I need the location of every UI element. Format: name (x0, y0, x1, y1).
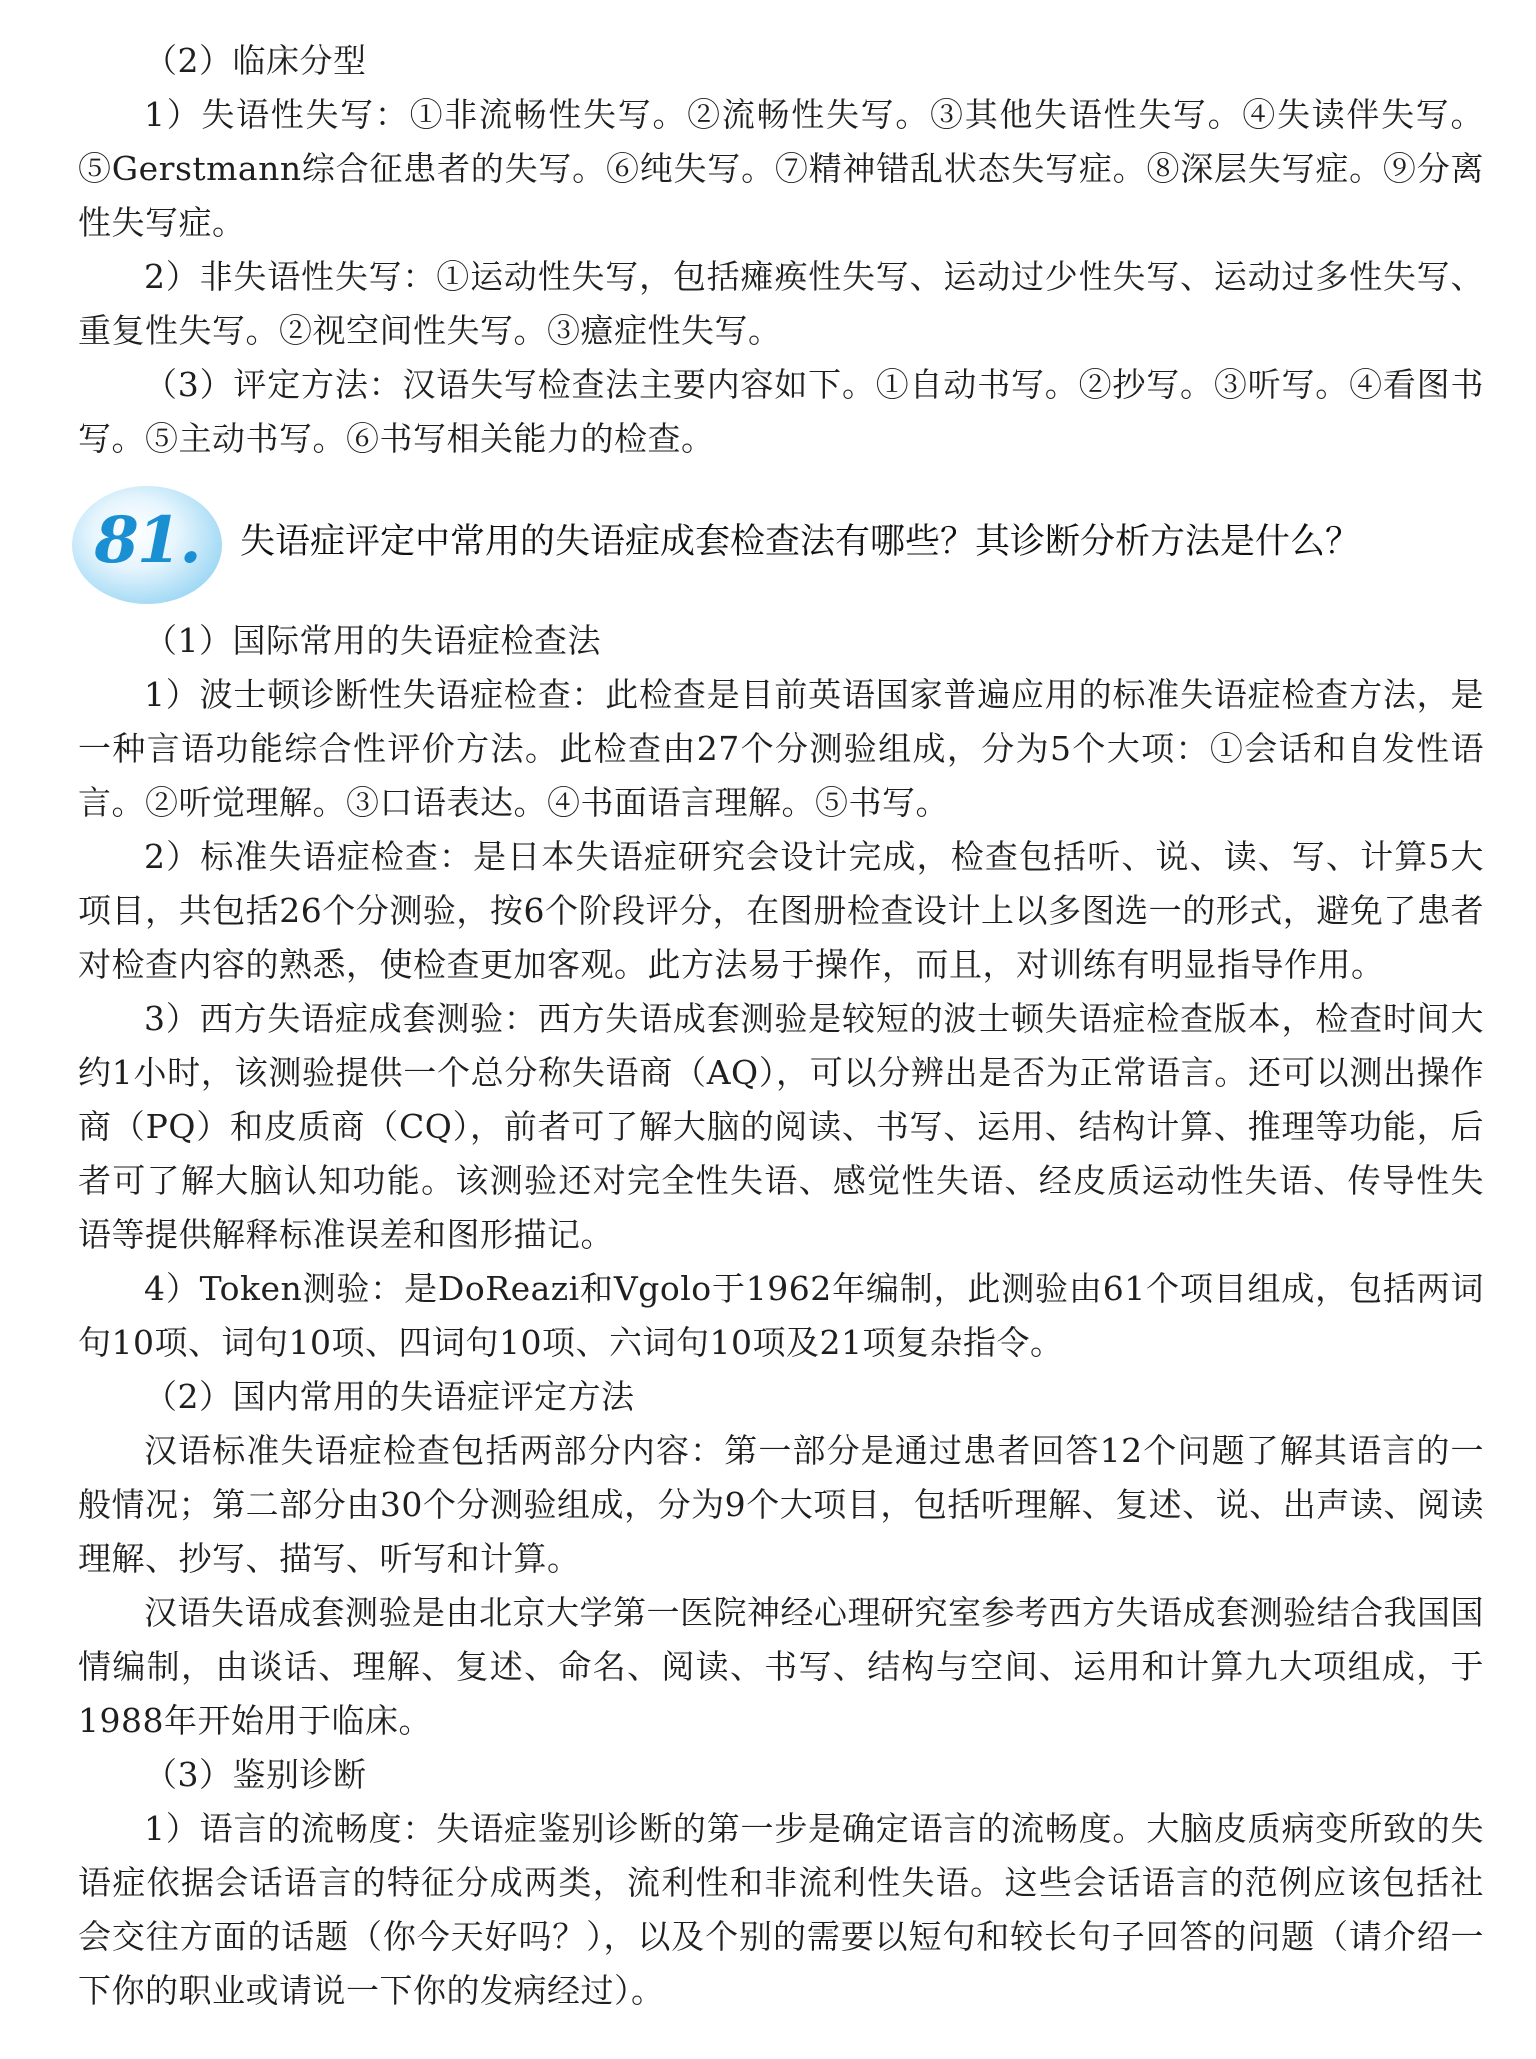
paragraph-token-test: 4）Token测验：是DoReazi和Vgolo于1962年编制，此测验由61个项目组成，包括两词句10项、词句10项、四词句10项、六词句10项及21项复杂指令。 (78, 1269, 1484, 1362)
section-heading-domestic: （2）国内常用的失语症评定方法 (144, 1377, 635, 1416)
section-heading-international: （1）国际常用的失语症检查法 (144, 621, 601, 660)
paragraph-boston: 1）波士顿诊断性失语症检查：此检查是目前英语国家普遍应用的标准失语症检查方法，是一种言语功能综合性评价方法。此检查由27个分测验组成，分为5个大项：①会话和自发性语言。②听觉理解。③口语表达。④书面语言理解。⑤书写。 (78, 675, 1484, 822)
paragraph-wab: 3）西方失语症成套测验：西方失语成套测验是较短的波士顿失语症检查版本，检查时间大约1小时，该测验提供一个总分称失语商（AQ），可以分辨出是否为正常语言。还可以测出操作商（PQ）和皮质商（CQ），前者可了解大脑的阅读、书写、运用、结构计算、推理等功能，后者可了解大脑认知功能。该测验还对完全性失语、感觉性失语、经皮质运动性失语、传导性失语等提供解释标准误差和图形描记。 (78, 999, 1484, 1254)
question-header (72, 486, 1484, 604)
question-number-badge (72, 486, 222, 604)
paragraph-chinese-standard: 汉语标准失语症检查包括两部分内容：第一部分是通过患者回答12个问题了解其语言的一般情况；第二部分由30个分测验组成，分为9个大项目，包括听理解、复述、说、出声读、阅读理解、抄写、描写、听写和计算。 (78, 1431, 1484, 1578)
section-heading-clinical-types: （2）临床分型 (144, 41, 367, 80)
paragraph-standard-test: 2）标准失语症检查：是日本失语症研究会设计完成，检查包括听、说、读、写、计算5大项目，共包括26个分测验，按6个阶段评分，在图册检查设计上以多图选一的形式，避免了患者对检查内容的熟悉，使检查更加客观。此方法易于操作，而且，对训练有明显指导作用。 (78, 837, 1484, 984)
paragraph-non-aphasic-agraphia: 2）非失语性失写：①运动性失写，包括瘫痪性失写、运动过少性失写、运动过多性失写、重复性失写。②视空间性失写。③癔症性失写。 (78, 257, 1484, 350)
question-number: 81. (94, 503, 200, 578)
paragraph-chinese-battery: 汉语失语成套测验是由北京大学第一医院神经心理研究室参考西方失语成套测验结合我国国情编制，由谈话、理解、复述、命名、阅读、书写、结构与空间、运用和计算九大项组成，于1988年开始用于临床。 (78, 1593, 1484, 1740)
section-heading-differential: （3）鉴别诊断 (144, 1755, 367, 1794)
paragraph-fluency: 1）语言的流畅度：失语症鉴别诊断的第一步是确定语言的流畅度。大脑皮质病变所致的失语症依据会话语言的特征分成两类，流利性和非流利性失语。这些会话语言的范例应该包括社会交往方面的话题（你今天好吗？），以及个别的需要以短句和较长句子回答的问题（请介绍一下你的职业或请说一下你的发病经过）。 (78, 1809, 1484, 2010)
paragraph-assessment-methods: （3）评定方法：汉语失写检查法主要内容如下。①自动书写。②抄写。③听写。④看图书写。⑤主动书写。⑥书写相关能力的检查。 (78, 365, 1484, 458)
question-title: 失语症评定中常用的失语症成套检查法有哪些？其诊断分析方法是什么？ (240, 522, 1361, 562)
paragraph-aphasic-agraphia: 1）失语性失写：①非流畅性失写。②流畅性失写。③其他失语性失写。④失读伴失写。⑤Gerstmann综合征患者的失写。⑥纯失写。⑦精神错乱状态失写症。⑧深层失写症。⑨分离性失写症。 (78, 95, 1484, 242)
